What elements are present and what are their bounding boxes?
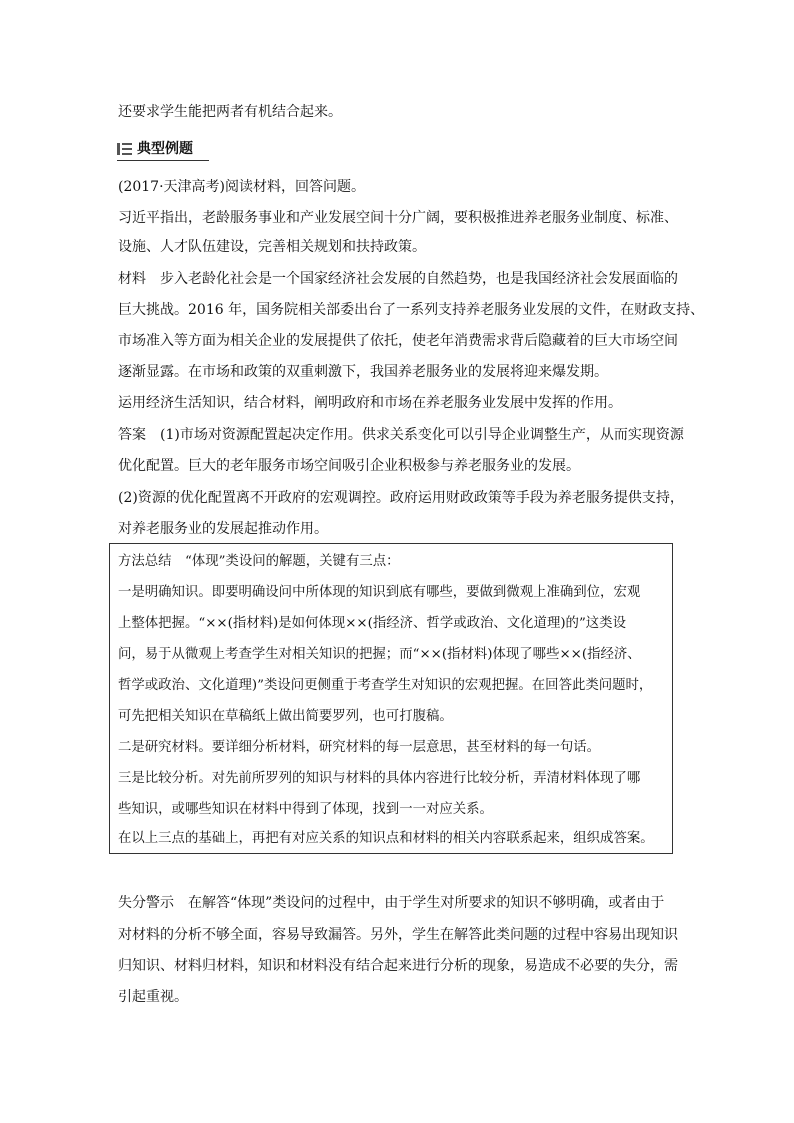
answer-line: 对养老服务业的发展起推动作用。	[118, 521, 328, 537]
method-line: 在以上三点的基础上，再把有对应关系的知识点和材料的相关内容联系起来，组织成答案。	[118, 831, 654, 846]
answer-text: (1)市场对资源配置起决定作用。供求关系变化可以引导企业调整生产，从而实现资源	[160, 427, 684, 443]
method-summary-box	[109, 543, 673, 854]
method-line: 可先把相关知识在草稿纸上做出简要罗列，也可打腹稿。	[118, 709, 453, 724]
method-line: 上整体把握。“××(指材料)是如何体现××(指经济、哲学或政治、文化道理)的”这类设	[118, 616, 626, 631]
material-line: 逐渐显露。在市场和政策的双重刺激下，我国养老服务业的发展将迎来爆发期。	[118, 364, 608, 380]
question-source: (2017·天津高考)阅读材料，回答问题。	[118, 179, 366, 195]
question-prompt: 运用经济生活知识，结合材料，阐明政府和市场在养老服务业发展中发挥的作用。	[118, 395, 622, 411]
list-icon	[117, 143, 132, 155]
answer-label: 答案	[118, 427, 146, 443]
answer-line	[118, 424, 684, 446]
context-line: 设施、人才队伍建设，完善相关规划和扶持政策。	[118, 239, 426, 255]
warning-line: 引起重视。	[118, 989, 188, 1005]
material-line: 巨大挑战。2016 年，国务院相关部委出台了一系列支持养老服务业发展的文件，在财政支持、	[118, 302, 705, 318]
intro-text: 还要求学生能把两者有机结合起来。	[118, 104, 342, 120]
method-line: 哲学或政治、文化道理)”类设问更侧重于考查学生对知识的宏观把握。在回答此类问题时，	[118, 678, 653, 693]
method-line: 三是比较分析。对先前所罗列的知识与材料的具体内容进行比较分析，弄清材料体现了哪	[118, 771, 641, 786]
warning-line: 归知识、材料归材料，知识和材料没有结合起来进行分析的现象，易造成不必要的失分，需	[118, 958, 678, 974]
method-line: 一是明确知识。即要明确设问中所体现的知识到底有哪些，要做到微观上准确到位，宏观	[118, 585, 641, 600]
method-line: 方法总结 “体现”类设问的解题，关键有三点：	[118, 554, 400, 569]
material-line	[118, 268, 678, 290]
material-label: 材料	[118, 271, 146, 287]
warning-line: 失分警示 在解答“体现”类设问的过程中，由于学生对所要求的知识不够明确，或者由于	[118, 895, 665, 911]
material-line: 市场准入等方面为相关企业的发展提供了依托，使老年消费需求背后隐藏着的巨大市场空间	[118, 333, 678, 349]
answer-line: 优化配置。巨大的老年服务市场空间吸引企业积极参与养老服务业的发展。	[118, 458, 580, 474]
context-line: 习近平指出，老龄服务事业和产业发展空间十分广阔，要积极推进养老服务业制度、标准、	[118, 210, 678, 226]
section-heading	[117, 140, 209, 161]
method-line: 二是研究材料。要详细分析材料，研究材料的每一层意思，甚至材料的每一句话。	[118, 740, 601, 755]
answer-line: (2)资源的优化配置离不开政府的宏观调控。政府运用财政政策等手段为养老服务提供支持，	[118, 490, 684, 506]
method-line: 些知识，或哪些知识在材料中得到了体现，找到一一对应关系。	[118, 802, 493, 817]
section-heading-text: 典型例题	[137, 141, 193, 157]
warning-line: 对材料的分析不够全面，容易导致漏答。另外，学生在解答此类问题的过程中容易出现知识	[118, 927, 678, 943]
method-line: 问，易于从微观上考查学生对相关知识的把握；而“××(指材料)体现了哪些××(指经济、	[118, 647, 641, 662]
material-text: 步入老龄化社会是一个国家经济社会发展的自然趋势，也是我国经济社会发展面临的	[160, 271, 678, 287]
